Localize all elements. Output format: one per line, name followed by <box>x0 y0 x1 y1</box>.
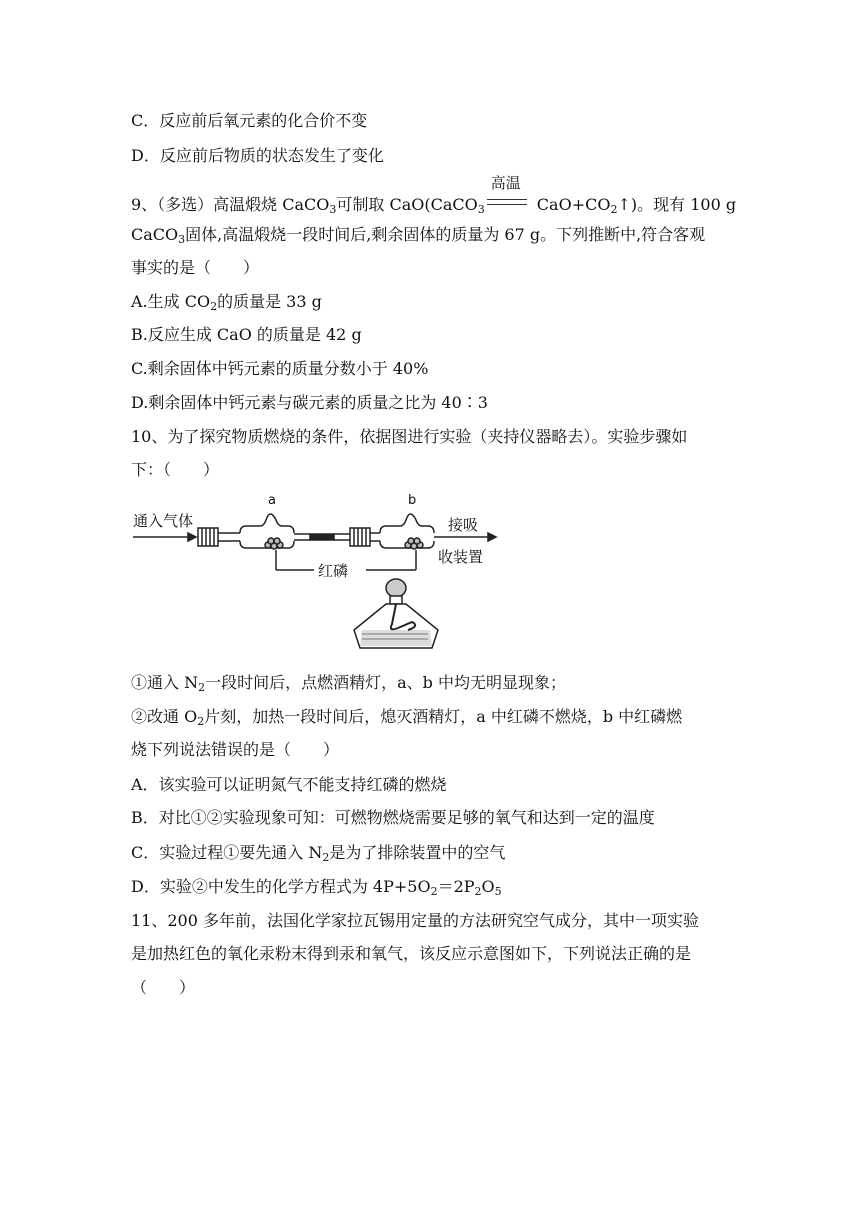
outlet-label-2: 收装置 <box>438 548 484 566</box>
outlet-label-1: 接吸 <box>448 516 479 534</box>
red-phosphorus-label: 红磷 <box>318 562 349 580</box>
label-a: a <box>268 493 276 508</box>
q11-stem-line-1: 11、200 多年前，法国化学家拉瓦锡用定量的方法研究空气成分，其中一项实验 <box>131 911 699 930</box>
q10-stem-line-1: 10、为了探究物质燃烧的条件，依据图进行实验（夹持仪器略去）。实验步骤如 <box>131 427 688 446</box>
q9-stem-line-2: CaCO$_3$固体,高温煅烧一段时间后,剩余固体的质量为 67 g。下列推断中,符合客观 <box>131 225 706 246</box>
q9-option-b: B.反应生成 CaO 的质量是 42 g <box>131 325 362 344</box>
q10-option-d: D．实验②中发生的化学方程式为 $4P+5O_2=2P_2O_5$ <box>131 877 502 898</box>
label-b: b <box>408 493 417 508</box>
q10-stem-line-2: 下：（ ） <box>131 460 220 479</box>
q10-step-1: ①通入 $N_2$一段时间后，点燃酒精灯，a、b 中均无明显现象； <box>131 673 566 694</box>
q8-option-c: C．反应前后氧元素的化合价不变 <box>131 111 368 130</box>
q9-stem-line-3: 事实的是（ ） <box>131 258 260 277</box>
q10-step-2-cont: 烧下列说法错误的是（ ） <box>131 740 340 759</box>
q10-option-c: C．实验过程①要先通入 $N_2$是为了排除装置中的空气 <box>131 843 506 864</box>
q10-step-2: ②改通 $O_2$片刻，加热一段时间后，熄灭酒精灯，a 中红磷不燃烧，b 中红磷燃 <box>131 707 683 728</box>
q9-option-c: C.剩余固体中钙元素的质量分数小于 40% <box>131 359 429 378</box>
q9-option-d: D.剩余固体中钙元素与碳元素的质量之比为 40∶3 <box>131 393 488 412</box>
q9-option-a: A.生成 $CO_2$的质量是 33 g <box>131 292 322 313</box>
apparatus-diagram <box>128 490 508 660</box>
q8-option-d: D．反应前后物质的状态发生了变化 <box>131 146 384 165</box>
inlet-label: 通入气体 <box>133 512 194 530</box>
q11-stem-line-3: （ ） <box>131 978 196 997</box>
q11-stem-line-2: 是加热红色的氧化汞粉末得到汞和氧气，该反应示意图如下，下列说法正确的是 <box>131 944 692 963</box>
reaction-condition: 高温 <box>487 194 535 216</box>
q9-stem-line-1: 9、（多选）高温煅烧 CaCO$_3$可制取 CaO(CaCO$_3$ 高温 $CaO+CO_2↑$)。现有 100 g <box>131 174 737 216</box>
q10-option-b: B．对比①②实验现象可知：可燃物燃烧需要足够的氧气和达到一定的温度 <box>131 808 655 827</box>
q10-option-a: A．该实验可以证明氮气不能支持红磷的燃烧 <box>131 775 447 794</box>
